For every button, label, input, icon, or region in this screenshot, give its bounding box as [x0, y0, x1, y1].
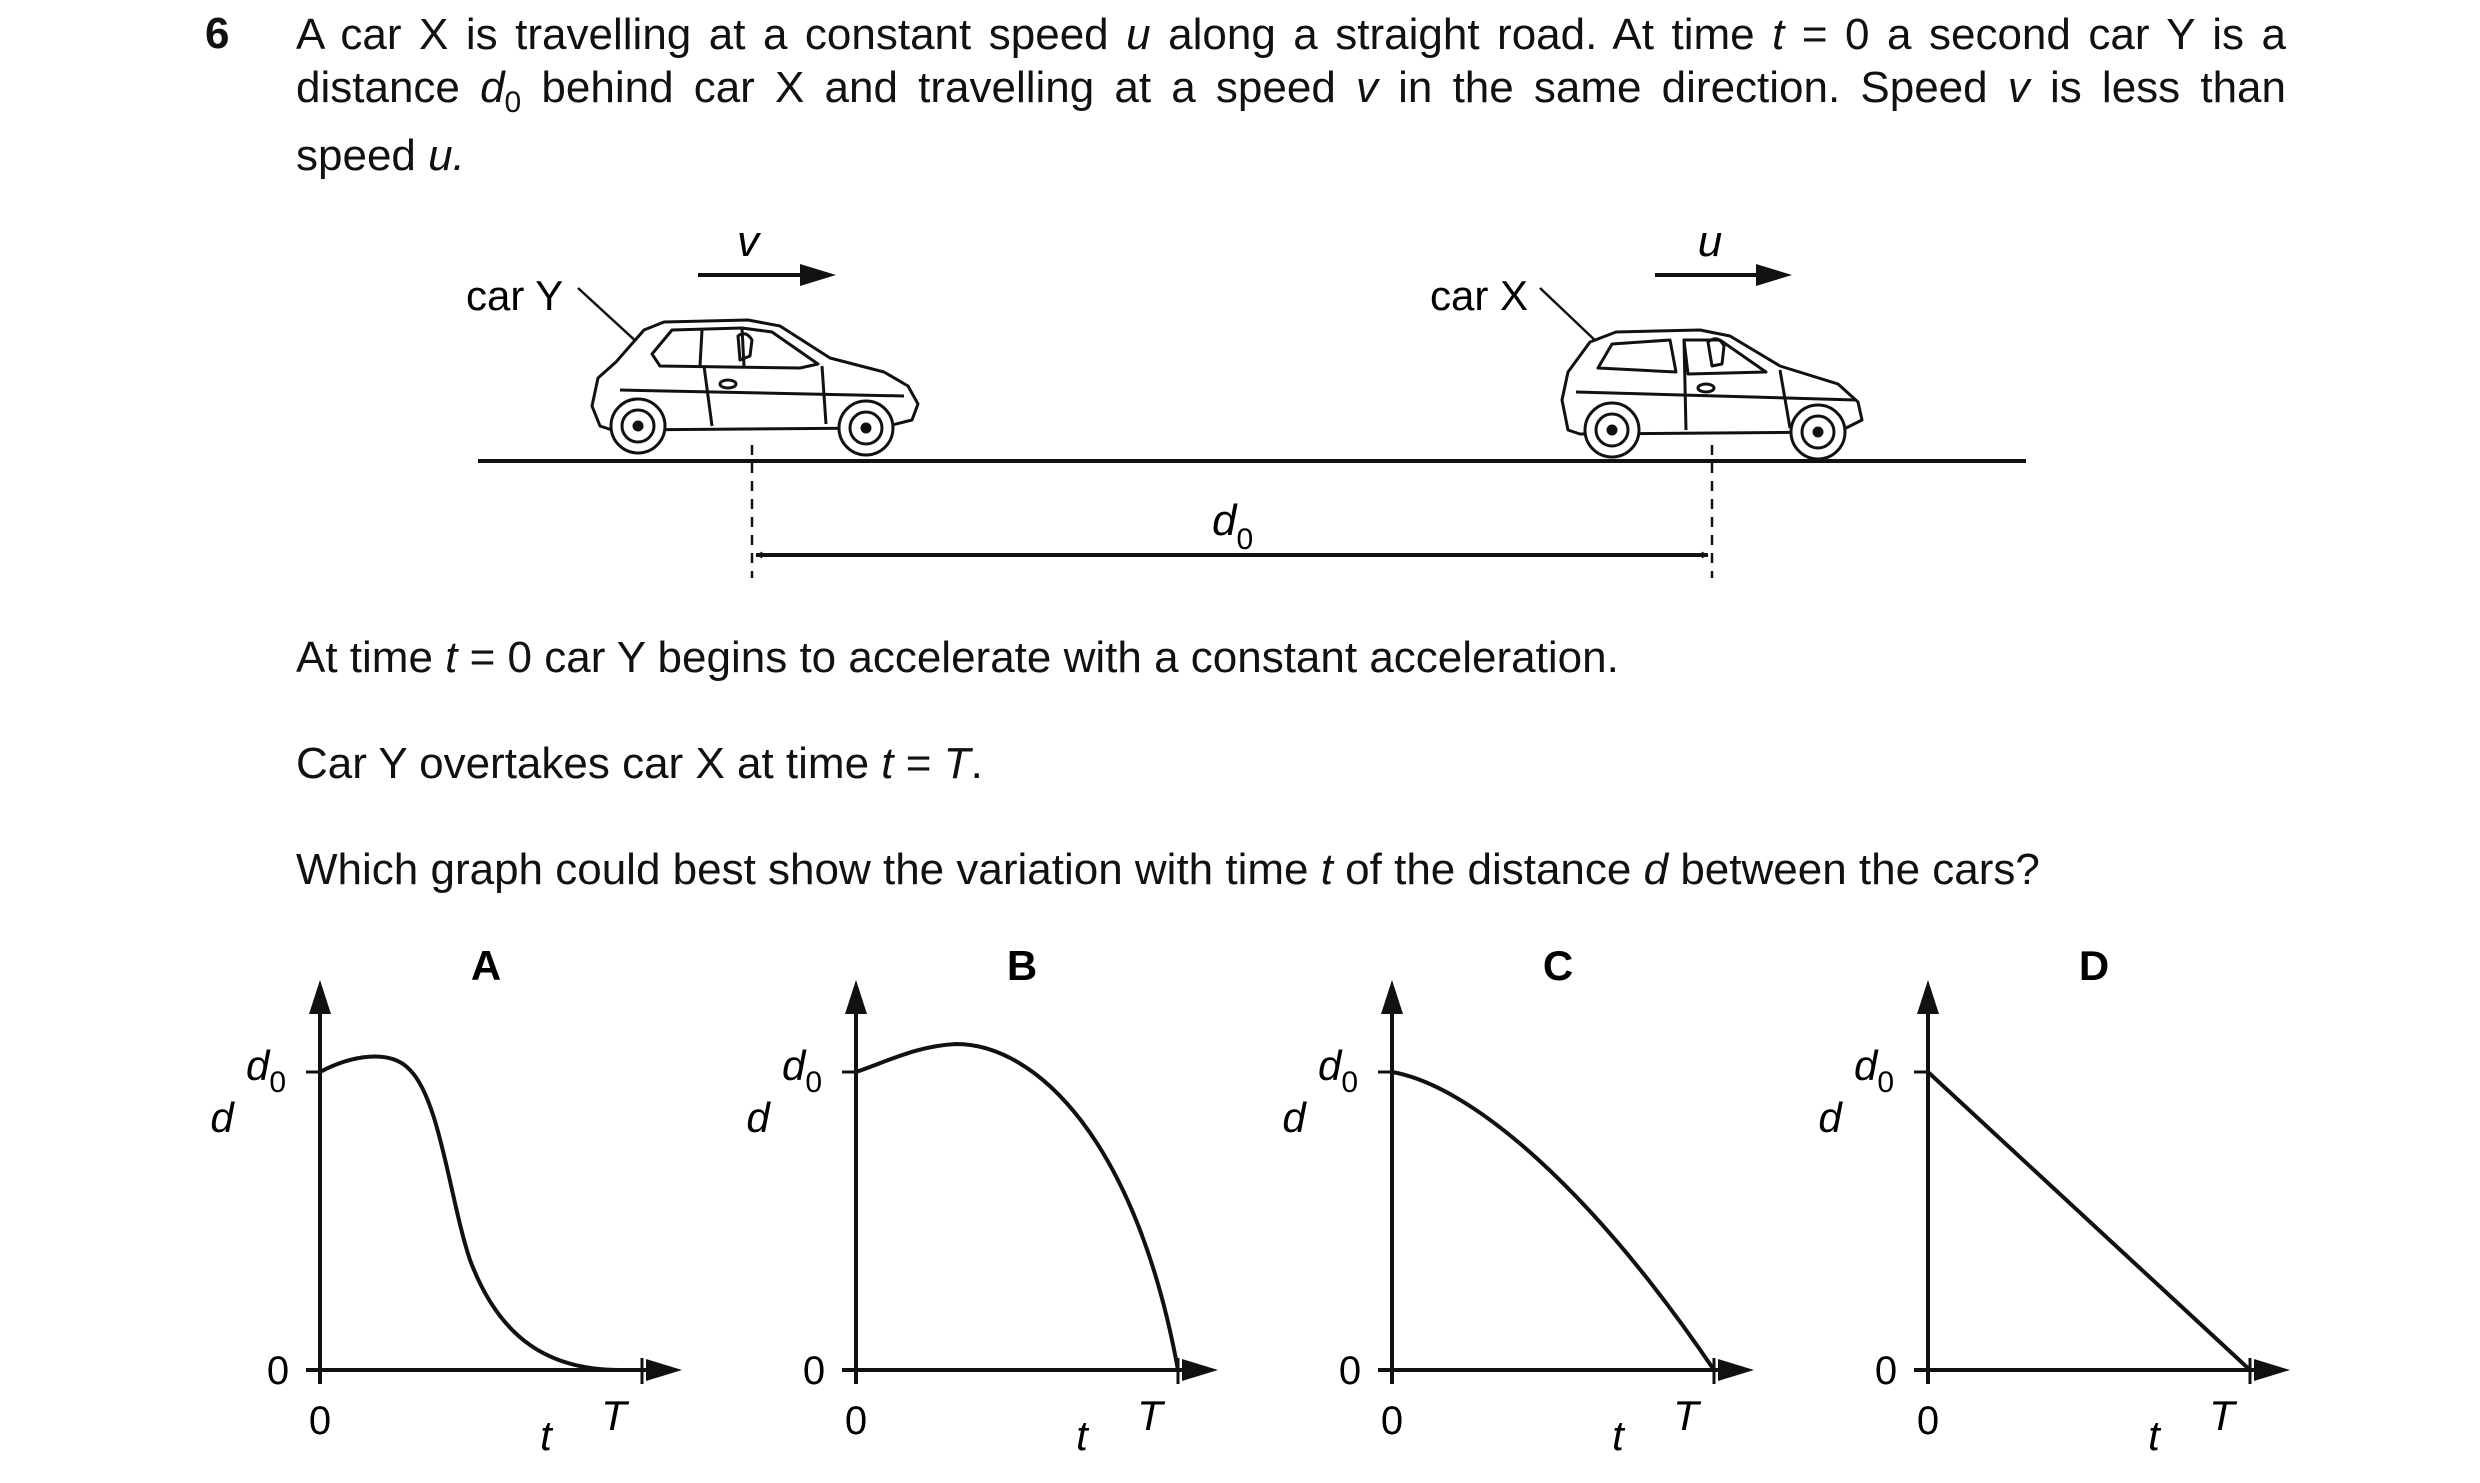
graph-letter: A [470, 942, 502, 989]
x-zero-label: 0 [1916, 1399, 1940, 1443]
y-axis-arrowhead [845, 980, 867, 1014]
T-label: T [601, 1392, 627, 1439]
graph-option-b[interactable] [746, 942, 1218, 1459]
graph-option-a[interactable] [210, 942, 682, 1459]
car-x-drawing [1562, 330, 1862, 459]
y-axis-arrowhead [1381, 980, 1403, 1014]
question-number: 6 [205, 9, 230, 58]
stem-line-3: speed u. [296, 130, 465, 180]
graph-letter: C [1542, 942, 1574, 989]
distance-curve [1928, 1072, 2250, 1370]
y-axis-label: d [746, 1094, 770, 1141]
graph-option-d[interactable] [1818, 942, 2290, 1459]
x-axis-label: t [1612, 1412, 1624, 1459]
y-zero-label: 0 [266, 1349, 290, 1393]
speed-u-label: u [1697, 217, 1723, 266]
x-axis-arrowhead [1182, 1359, 1218, 1381]
stem-line-2: distance $d_0$ behind car X and travelling at a speed v in the same direction. Speed v is less than [296, 63, 2286, 119]
speed-v-label: v [737, 217, 759, 266]
x-axis-label: t [540, 1412, 552, 1459]
y-axis-label: d [210, 1094, 234, 1141]
T-label: T [1137, 1392, 1163, 1439]
y-zero-label: 0 [1874, 1349, 1898, 1393]
x-zero-label: 0 [1380, 1399, 1404, 1443]
y-zero-label: 0 [802, 1349, 826, 1393]
paragraph-overtakes: Car Y overtakes car X at time t = T. [296, 739, 983, 788]
graph-letter: D [2078, 942, 2110, 989]
y-axis-label: d [1818, 1094, 1842, 1141]
x-axis-arrowhead [646, 1359, 682, 1381]
separation-label: $d_0$ [1212, 496, 1254, 556]
d0-label: $d_0$ [1854, 1042, 1895, 1099]
y-axis-arrowhead [309, 980, 331, 1014]
distance-curve [1392, 1072, 1714, 1370]
x-zero-label: 0 [308, 1399, 332, 1443]
y-zero-label: 0 [1338, 1349, 1362, 1393]
x-axis-label: t [2148, 1412, 2160, 1459]
T-label: T [1673, 1392, 1699, 1439]
paragraph-acceleration: At time t = 0 car Y begins to accelerate with a constant acceleration. [296, 633, 1619, 682]
distance-curve [856, 1044, 1178, 1370]
d0-label: $d_0$ [1318, 1042, 1359, 1099]
paragraph-question: Which graph could best show the variation with time t of the distance d between the cars? [296, 845, 2040, 894]
graph-letter: B [1006, 942, 1038, 989]
x-axis-label: t [1076, 1412, 1088, 1459]
car-y-leader [578, 288, 640, 345]
y-axis-arrowhead [1917, 980, 1939, 1014]
car-x-leader [1540, 288, 1600, 345]
car-x-label: car X [1430, 272, 1529, 319]
cars-diagram [0, 0, 2480, 640]
distance-curve [320, 1057, 620, 1370]
T-label: T [2209, 1392, 2235, 1439]
graph-option-c[interactable] [1282, 942, 1754, 1459]
stem-line-1: A car X is travelling at a constant speed u along a straight road. At time t = 0 a second car Y is a [296, 10, 2286, 59]
car-y-label: car Y [466, 272, 564, 319]
car-y-drawing [592, 320, 918, 455]
y-axis-label: d [1282, 1094, 1306, 1141]
d0-label: $d_0$ [782, 1042, 823, 1099]
x-axis-arrowhead [1718, 1359, 1754, 1381]
x-axis-arrowhead [2254, 1359, 2290, 1381]
answer-graphs [0, 940, 2480, 1483]
d0-label: $d_0$ [246, 1042, 287, 1099]
x-zero-label: 0 [844, 1399, 868, 1443]
